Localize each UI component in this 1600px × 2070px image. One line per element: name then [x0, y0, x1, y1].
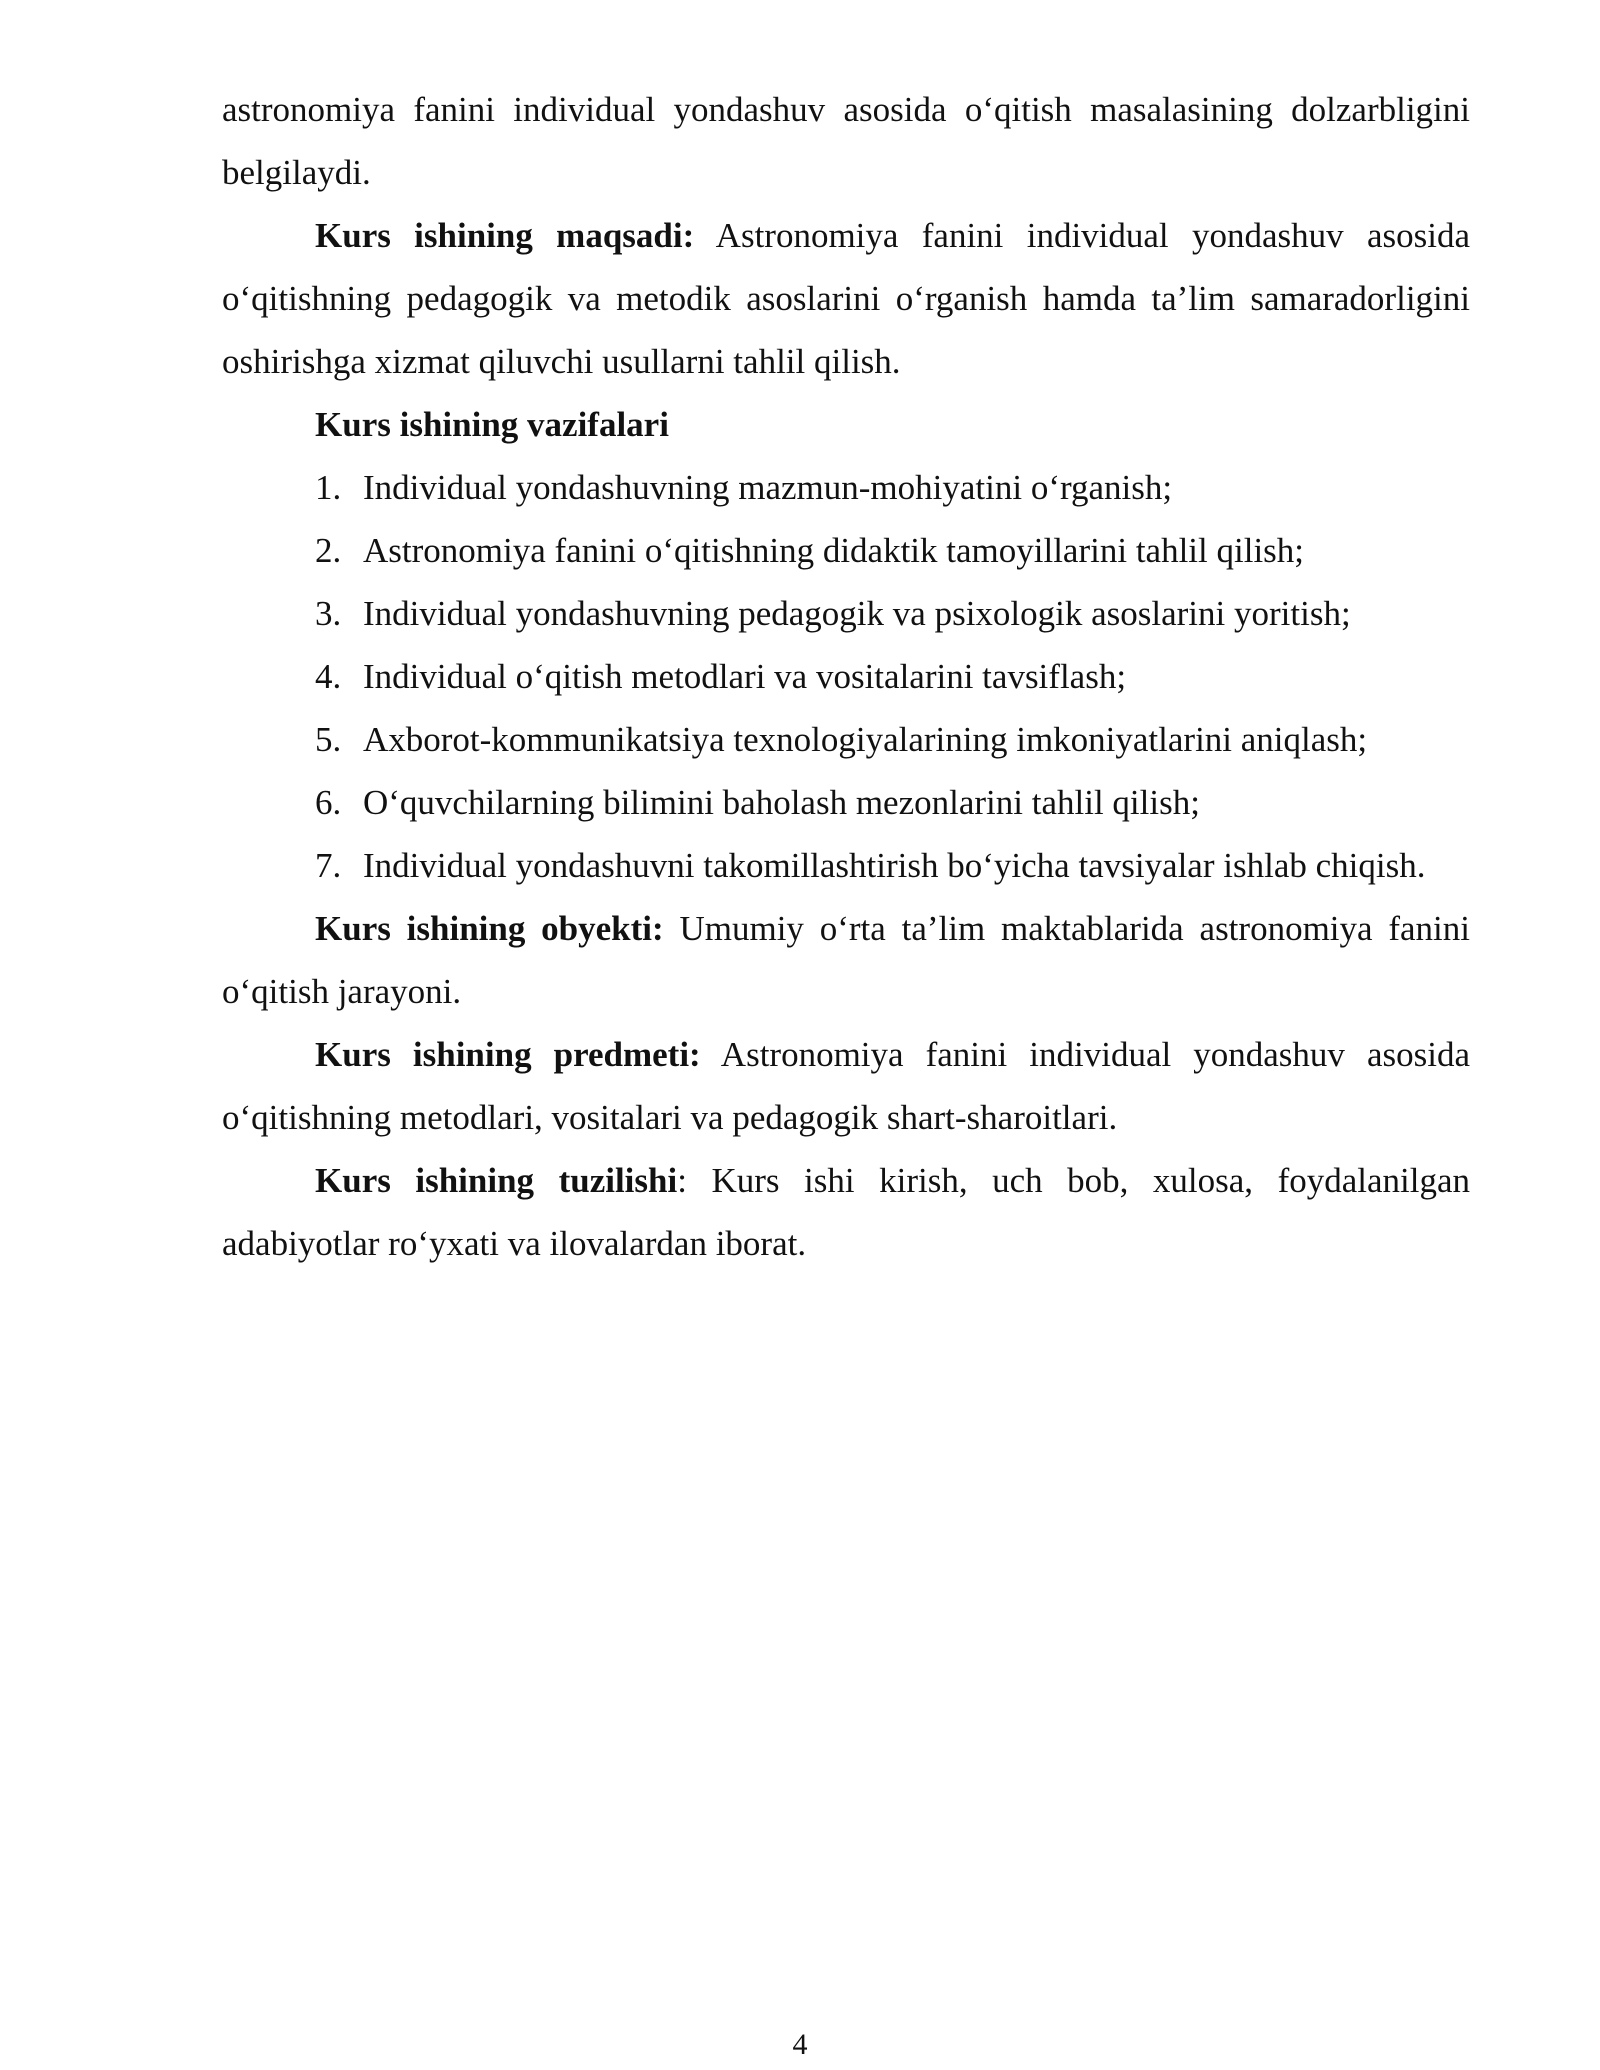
page-number: 4 [792, 2028, 808, 2061]
list-item-text: Individual yondashuvning mazmun-mohiyatini o‘rganish; [363, 468, 1173, 507]
object-paragraph [222, 897, 1470, 1023]
list-item [222, 456, 1470, 519]
list-item [222, 519, 1470, 582]
list-item-number: 1. [315, 468, 342, 507]
list-item [222, 582, 1470, 645]
intro-text: astronomiya fanini individual yondashuv asosida o‘qitish masalasining dolzarbligini belgilaydi. [222, 90, 1470, 192]
list-item-number: 5. [315, 720, 342, 759]
subject-text: Astronomiya fanini individual yondashuv asosida o‘qitishning metodlari, vositalari va pedagogik shart-sharoitlari. [222, 1035, 1470, 1137]
document-page [222, 78, 1470, 1275]
intro-paragraph [222, 78, 1470, 204]
object-text: Umumiy o‘rta ta’lim maktablarida astronomiya fanini o‘qitish jarayoni. [222, 909, 1470, 1011]
goal-label: Kurs ishining maqsadi: [315, 216, 695, 255]
list-item [222, 771, 1470, 834]
structure-label: Kurs ishining tuzilishi [315, 1161, 678, 1200]
object-label: Kurs ishining obyekti: [315, 909, 664, 948]
list-item-number: 3. [315, 594, 342, 633]
structure-paragraph [222, 1149, 1470, 1275]
structure-text: : Kurs ishi kirish, uch bob, xulosa, foydalanilgan adabiyotlar ro‘yxati va ilovalardan iborat. [222, 1161, 1471, 1263]
list-item-text: Individual o‘qitish metodlari va vositalarini tavsiflash; [363, 657, 1127, 696]
list-item-number: 2. [315, 531, 342, 570]
list-item-text: Individual yondashuvni takomillashtirish bo‘yicha tavsiyalar ishlab chiqish. [363, 846, 1426, 885]
list-item-text: O‘quvchilarning bilimini baholash mezonlarini tahlil qilish; [363, 783, 1200, 822]
list-item [222, 834, 1470, 897]
list-item [222, 708, 1470, 771]
subject-label: Kurs ishining predmeti: [315, 1035, 701, 1074]
subject-paragraph [222, 1023, 1470, 1149]
list-item-text: Astronomiya fanini o‘qitishning didaktik tamoyillarini tahlil qilish; [363, 531, 1305, 570]
tasks-list [222, 456, 1470, 897]
list-item-number: 7. [315, 846, 342, 885]
tasks-heading: Kurs ishining vazifalari [315, 405, 669, 444]
list-item-number: 6. [315, 783, 342, 822]
list-item [222, 645, 1470, 708]
list-item-number: 4. [315, 657, 342, 696]
goal-text: Astronomiya fanini individual yondashuv asosida o‘qitishning pedagogik va metodik asoslarini o‘rganish hamda ta’lim samaradorligini oshirishga xizmat qiluvchi usullarni tahlil qilish. [222, 216, 1470, 381]
goal-paragraph [222, 204, 1470, 393]
list-item-text: Axborot-kommunikatsiya texnologiyalarining imkoniyatlarini aniqlash; [363, 720, 1368, 759]
list-item-text: Individual yondashuvning pedagogik va psixologik asoslarini yoritish; [363, 594, 1351, 633]
